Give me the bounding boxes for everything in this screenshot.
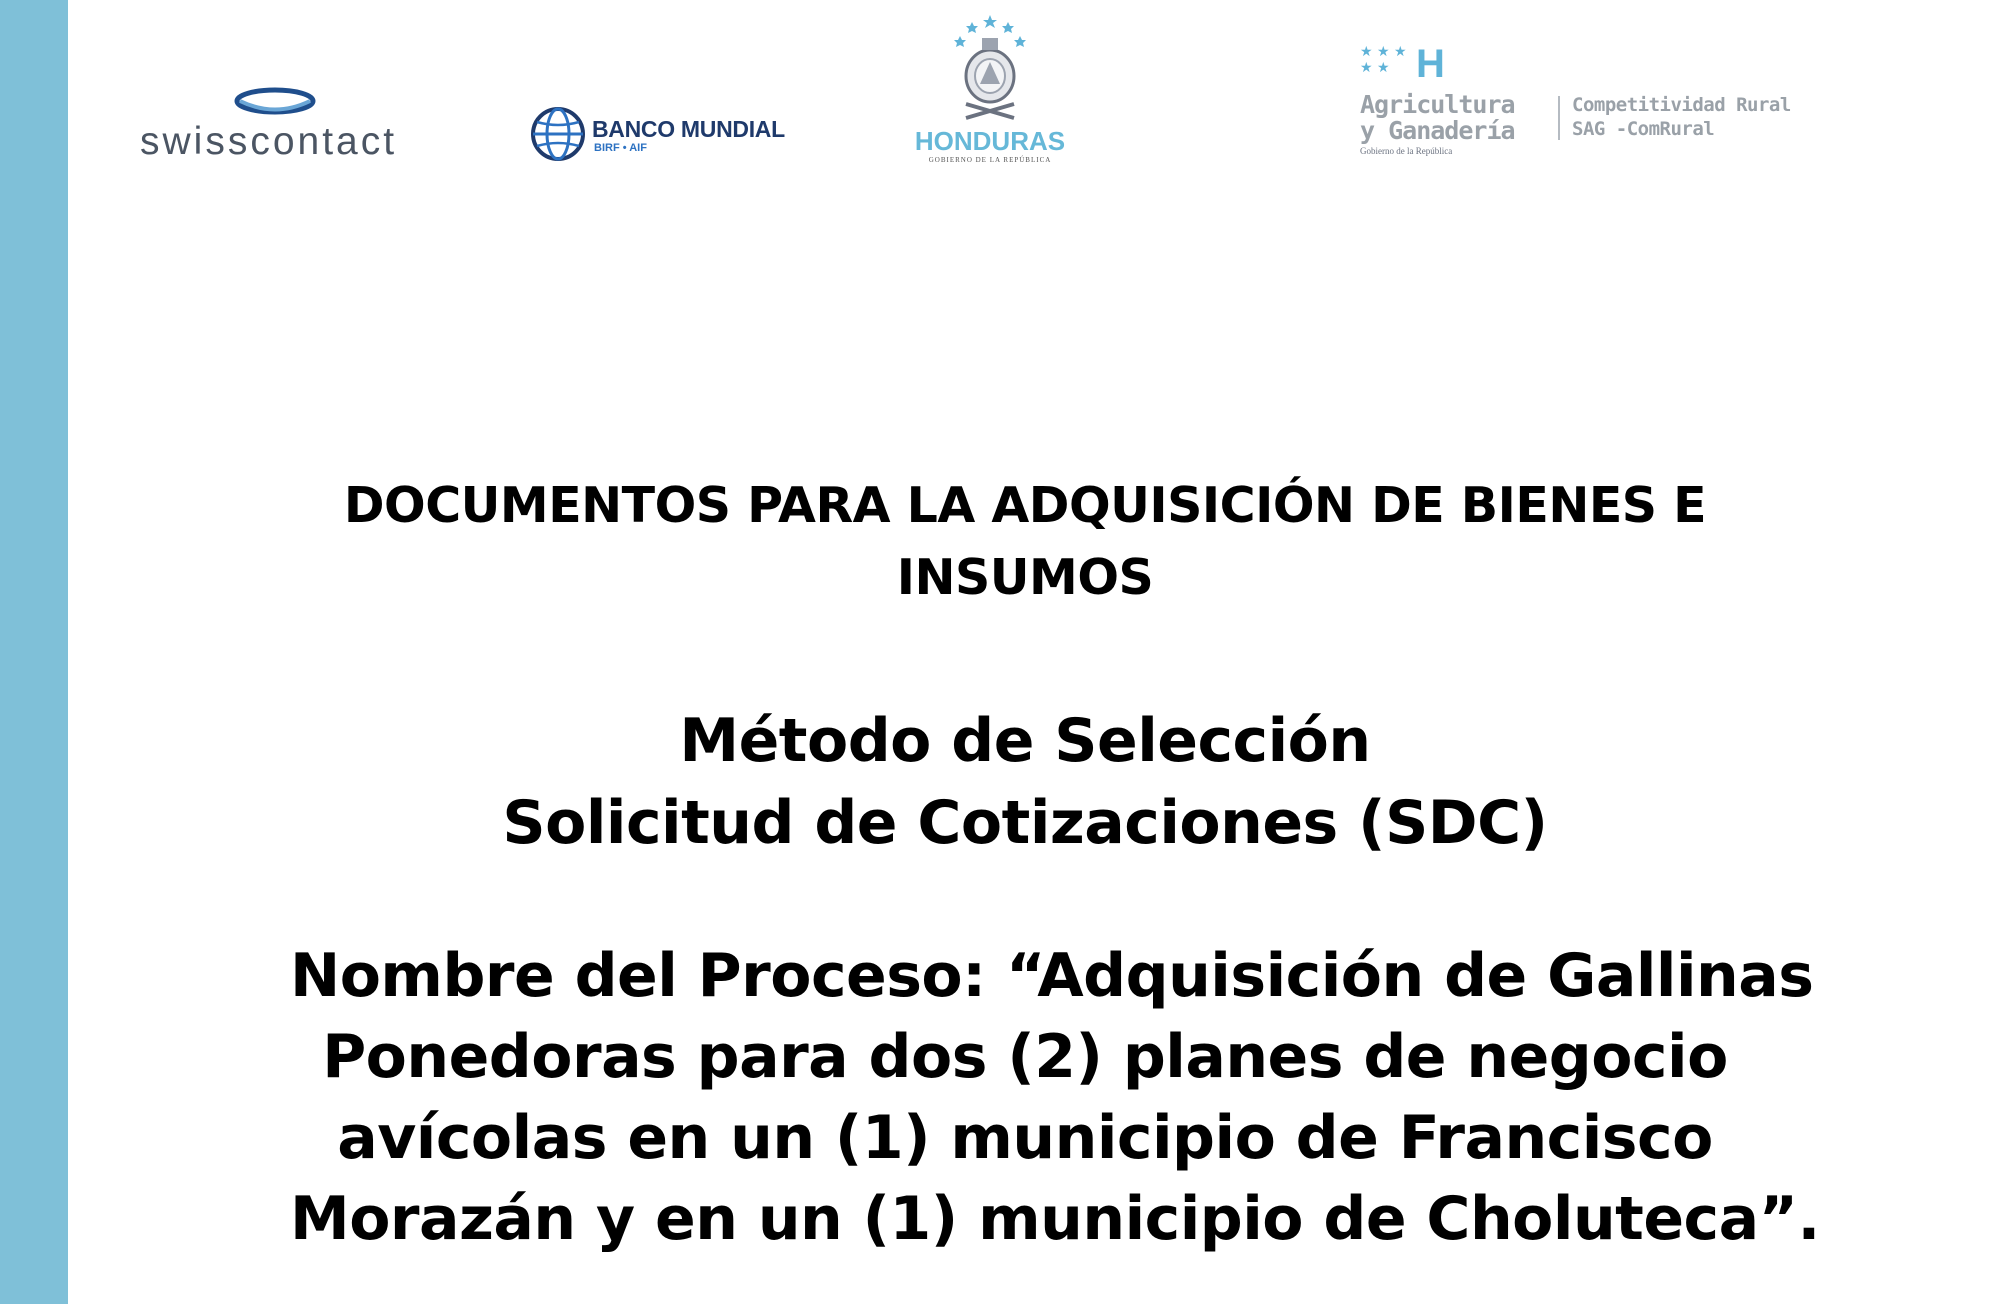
left-accent-bar [0,0,68,1304]
swisscontact-swoosh-icon [230,84,320,118]
banco-mundial-sub: BIRF • AIF [594,142,647,154]
honduras-sub: GOBIERNO DE LA REPÚBLICA [928,156,1052,164]
banco-mundial-logo [530,106,800,166]
process-name [290,936,1820,1260]
banco-mundial-name: BANCO MUNDIAL [592,116,785,142]
sag-line-1: Agricultura [1360,90,1515,119]
process-line: Morazán y en un (1) municipio de Choluteca”. [290,1184,1820,1254]
sag-logo [1360,44,1860,164]
sag-right-line-2: SAG -ComRural [1572,118,1715,140]
document-title [290,470,1760,614]
title-line: INSUMOS [896,549,1154,606]
process-line: avícolas en un (1) municipio de Francisco [337,1103,1713,1173]
honduras-logo [900,14,1080,174]
sag-gov: Gobierno de la República [1360,146,1453,156]
globe-icon [530,106,586,162]
sag-divider [1558,96,1560,140]
swisscontact-logo [140,84,410,164]
title-line: DOCUMENTOS PARA LA ADQUISICIÓN DE BIENES E [343,477,1707,534]
sag-right-line-1: Competitividad Rural [1572,94,1791,116]
swisscontact-wordmark: swisscontact [140,120,398,163]
honduras-name: HONDURAS [914,126,1066,156]
method-line: Método de Selección [679,706,1371,776]
honduras-coat-of-arms-icon [952,14,1028,124]
process-line: Nombre del Proceso: “Adquisición de Gallinas [290,941,1814,1011]
process-line: Ponedoras para dos (2) planes de negocio [322,1022,1728,1092]
h-mark-icon: H [1416,42,1445,86]
method-line: Solicitud de Cotizaciones (SDC) [502,788,1548,858]
selection-method [290,700,1760,864]
sag-line-2: y Ganadería [1360,116,1515,145]
stars-icon: ★ ★ ★ ★ ★ [1360,44,1407,76]
